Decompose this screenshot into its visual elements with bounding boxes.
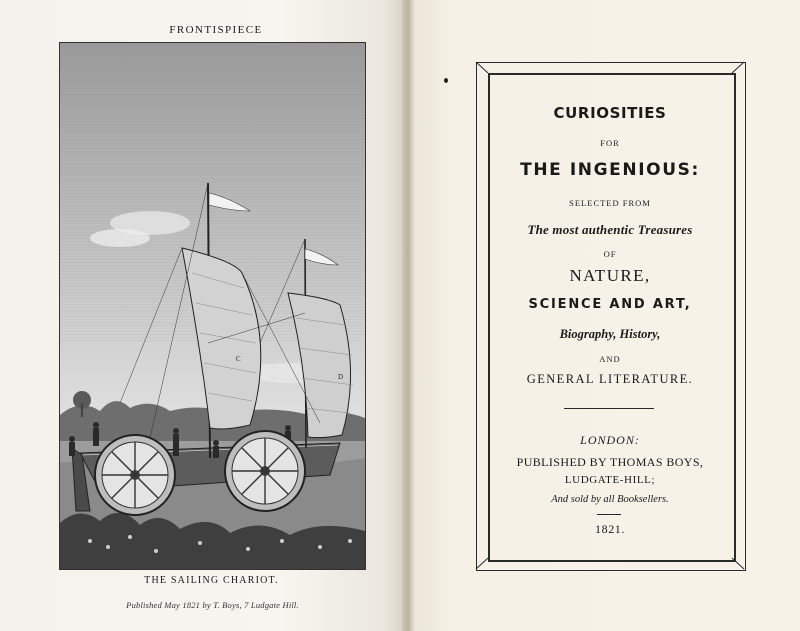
title-line-nature: NATURE, [569, 266, 651, 285]
imprint-place: LONDON: [580, 433, 640, 447]
title-line-of: OF [603, 249, 617, 259]
imprint-address: LUDGATE-HILL; [564, 474, 656, 486]
title-line-science: SCIENCE AND ART, [528, 297, 692, 312]
title-line-biography: Biography, History, [559, 327, 661, 341]
year-divider [597, 514, 621, 515]
imprint-year: 1821. [595, 522, 625, 536]
title-line-and: AND [599, 354, 621, 364]
sail-label-d: D [338, 373, 344, 381]
imprint-publisher: PUBLISHED BY THOMAS BOYS, [516, 455, 704, 469]
title-line-curiosities: CURIOSITIES [553, 104, 667, 122]
title-line-for: FOR [600, 138, 620, 148]
title-line-selected: SELECTED FROM [569, 198, 651, 208]
title-line-ingenious: THE INGENIOUS: [520, 160, 700, 180]
front-wheel [225, 431, 305, 511]
plate-caption: THE SAILING CHARIOT. [144, 575, 279, 586]
sail-label-c: C [236, 355, 241, 363]
imprint-sold-by: And sold by all Booksellers. [551, 494, 669, 505]
title-line-treasures: The most authentic Treasures [527, 222, 693, 237]
rear-wheel [95, 435, 175, 515]
title-line-general: GENERAL LITERATURE. [526, 372, 694, 386]
plate-imprint: Published May 1821 by T. Boys, 7 Ludgate Hill. [126, 600, 299, 610]
ink-spot [444, 78, 448, 83]
title-divider [564, 408, 654, 409]
sailing-chariot-engraving [59, 42, 366, 570]
frontispiece-heading: FRONTISPIECE [169, 24, 263, 36]
